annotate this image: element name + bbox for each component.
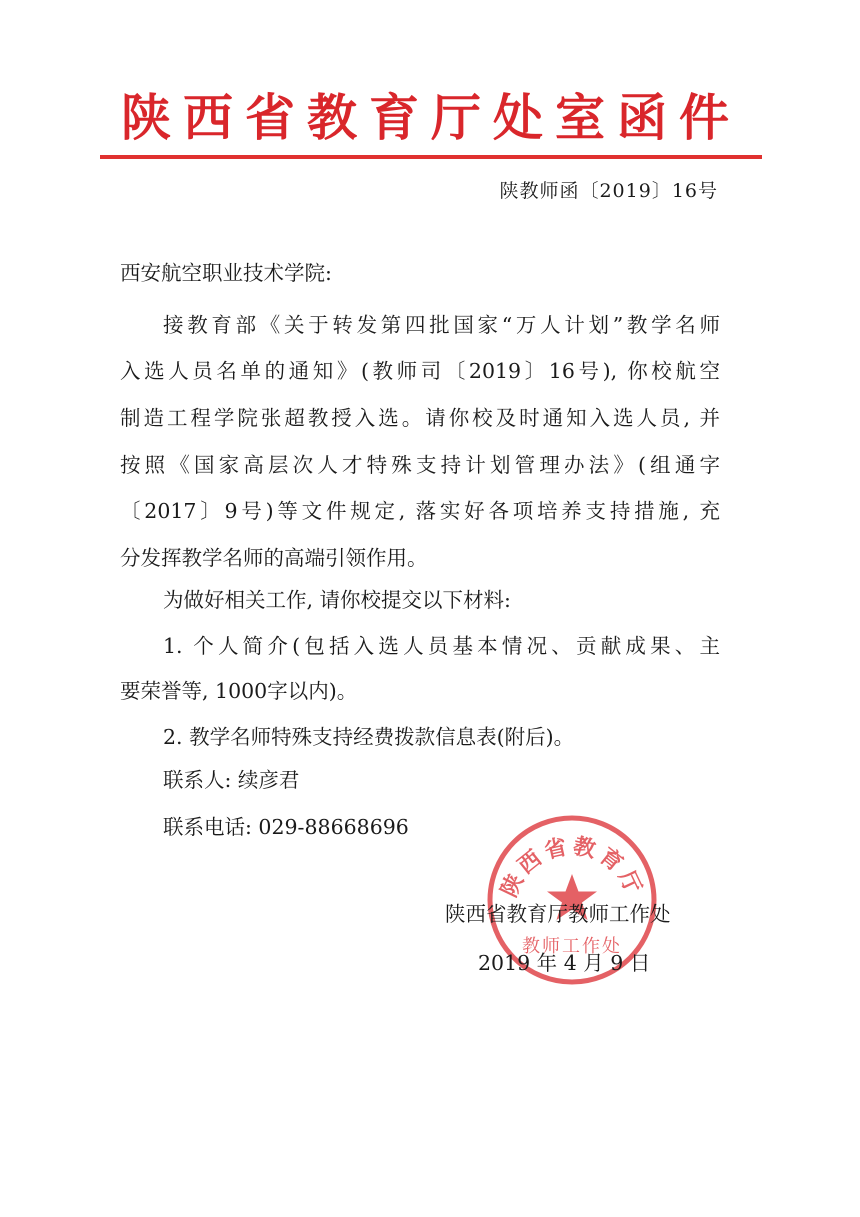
letterhead-title: 陕西省教育厅处室函件 (121, 88, 741, 147)
item-2: 2. 教学名师特殊支持经费拨款信息表(附后)。 (163, 725, 575, 749)
paragraph-1-line-1: 接教育部《关于转发第四批国家“万人计划”教学名师 (163, 313, 720, 337)
paragraph-1-line-6: 分发挥教学名师的高端引领作用。 (120, 546, 428, 570)
red-rule-divider (100, 155, 762, 159)
seal-top-text: 陕西省教育厅 (496, 833, 648, 902)
paragraph-2: 为做好相关工作, 请你校提交以下材料: (163, 588, 511, 612)
paragraph-1-line-4: 按照《国家高层次人才特殊支持计划管理办法》(组通字 (120, 453, 720, 477)
contact-person: 联系人: 续彦君 (163, 768, 300, 792)
item-1-line-1: 1. 个人简介(包括入选人员基本情况、贡献成果、主 (163, 634, 720, 658)
paragraph-1-line-3: 制造工程学院张超教授入选。请你校及时通知入选人员, 并 (120, 406, 720, 430)
addressee: 西安航空职业技术学院: (120, 261, 332, 285)
contact-phone: 联系电话: 029-88668696 (163, 815, 409, 839)
paragraph-1-line-2: 入选人员名单的通知》(教师司〔2019〕16号), 你校航空 (120, 359, 720, 383)
issue-date: 2019 年 4 月 9 日 (478, 951, 651, 975)
paragraph-1-line-5: 〔2017〕9号)等文件规定, 落实好各项培养支持措施, 充 (120, 499, 720, 523)
seal-bottom-text: 教师工作处 (522, 936, 622, 957)
issuer-signature: 陕西省教育厅教师工作处 (445, 902, 671, 926)
item-1-line-2: 要荣誉等, 1000字以内)。 (120, 679, 358, 703)
document-number: 陕教师函〔2019〕16号 (499, 180, 718, 202)
